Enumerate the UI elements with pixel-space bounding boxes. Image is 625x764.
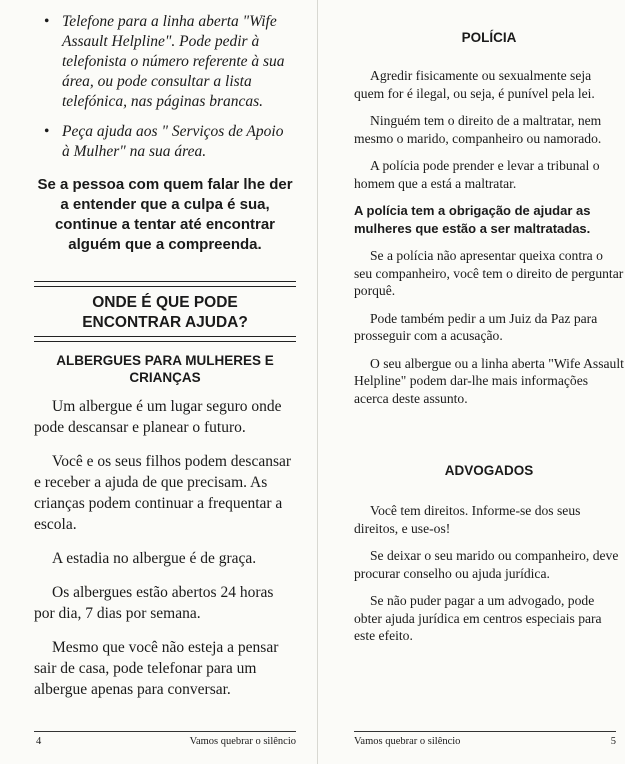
paragraph: A estadia no albergue é de graça. [52,550,257,567]
bullet-item: • Peça ajuda aos " Serviços de Apoio à Mulher" na sua área. [44,123,284,160]
page-number: 5 [610,736,616,747]
right-page [318,0,625,764]
paragraph: O seu albergue ou a linha aberta "Wife Assault Helpline" podem dar-lhe mais informações acerca deste assunto. [354,355,624,406]
paragraph: A polícia pode prender e levar a tribunal o homem que a está a maltratar. [354,158,600,191]
page-number: 4 [36,736,42,747]
subheading-line1: ALBERGUES PARA MULHERES E [56,353,274,368]
double-rule-top [34,281,296,287]
paragraph: Agredir fisicamente ou sexualmente seja quem for é ilegal, ou seja, é punível pela lei. [354,68,595,101]
footer [34,731,296,752]
footer [354,731,616,752]
paragraph: Se a polícia não apresentar queixa contra o seu companheiro, você tem o direito de perguntar porquê. [354,248,624,298]
subheading-line2: CRIANÇAS [129,370,201,385]
bullet-list [44,12,294,172]
paragraph: Os albergues estão abertos 24 horas por dia, 7 dias por semana. [34,584,274,622]
bullet-icon: • [44,13,50,30]
footer-title: Vamos quebrar o silêncio [189,736,296,747]
section-heading-line1: ONDE É QUE PODE [92,294,238,311]
paragraph: Você tem direitos. Informe-se dos seus direitos, e use-os! [354,503,581,536]
lawyers-body [354,502,624,655]
double-rule-bottom [34,336,296,342]
shelters-body [34,396,296,713]
lawyers-heading: ADVOGADOS [444,463,534,478]
emphasis-paragraph: Se a pessoa com quem falar lhe der a entender que a culpa é sua, continue a tentar até encontrar alguém que a compreenda. [37,176,293,253]
paragraph: Ninguém tem o direito de a maltratar, nem mesmo o marido, companheiro ou namorado. [354,113,602,146]
paragraph: Você e os seus filhos podem descansar e receber a ajuda de que precisam. As crianças podem continuar a frequentar a escola. [34,453,292,533]
paragraph: Se deixar o seu marido ou companheiro, deve procurar conselho ou ajuda jurídica. [354,548,619,581]
paragraph: Um albergue é um lugar seguro onde pode descansar e planear o futuro. [34,398,282,436]
police-heading: POLÍCIA [461,30,517,45]
emphasis-paragraph: A polícia tem a obrigação de ajudar as mulheres que estão a ser maltratadas. [354,203,591,236]
paragraph: Se não puder pagar a um advogado, pode obter ajuda jurídica em centros especiais para este efeito. [354,593,602,643]
paragraph: Mesmo que você não esteja a pensar sair de casa, pode telefonar para um albergue apenas para conversar. [34,639,279,698]
police-body [354,67,624,417]
bullet-item: • Telefone para a linha aberta "Wife Assault Helpline". Pode pedir à telefonista o número referente à sua área, ou pode consultar a lista telefónica, nas páginas brancas. [44,13,285,110]
paragraph: Pode também pedir a um Juiz da Paz para prosseguir com a acusação. [354,310,598,343]
section-heading-line2: ENCONTRAR AJUDA? [82,314,248,331]
footer-title: Vamos quebrar o silêncio [354,736,461,747]
bullet-icon: • [44,123,50,140]
